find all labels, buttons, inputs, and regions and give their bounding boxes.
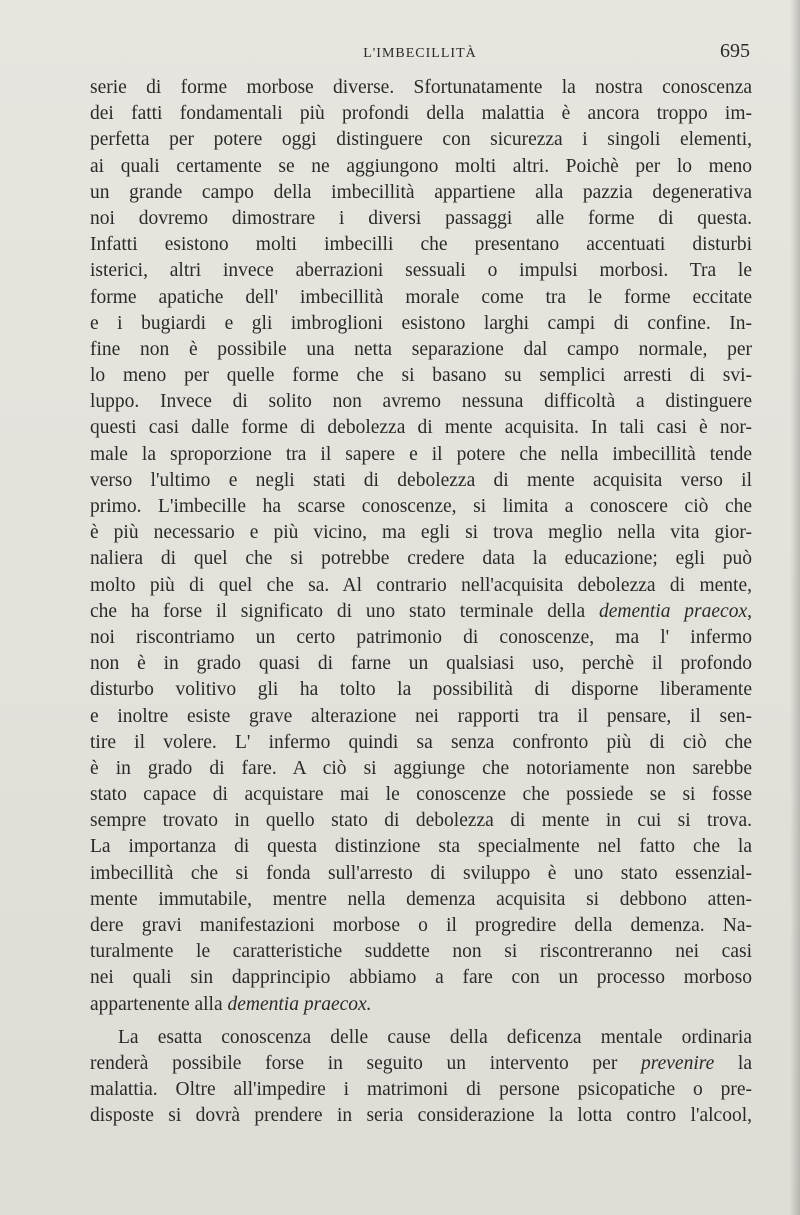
text-segment: noi riscontriamo un certo patrimonio di conoscenze, ma l' infermo xyxy=(90,626,752,648)
running-head: L'IMBECILLITÀ xyxy=(363,46,477,61)
text-segment: Infatti esistono molti imbecilli che presentano accentuati disturbi xyxy=(90,234,752,256)
page-edge-shadow xyxy=(790,0,800,1215)
text-segment: luppo. Invece di solito non avremo nessuna difficoltà a distinguere xyxy=(90,391,752,413)
text-segment: che ha forse il significato di uno stato terminale della xyxy=(90,600,599,622)
text-segment: un grande campo della imbecillità appartiene alla pazzia degenerativa xyxy=(90,181,752,203)
text-segment: fine non è possibile una netta separazione dal campo normale, per xyxy=(90,338,752,360)
text-line xyxy=(90,704,752,730)
text-line xyxy=(90,1025,752,1051)
text-line xyxy=(90,389,752,415)
text-segment: isterici, altri invece aberrazioni sessuali o impulsi morbosi. Tra le xyxy=(90,260,752,282)
text-segment: non è in grado quasi di farne un qualsiasi uso, perchè il profondo xyxy=(90,653,752,675)
text-segment: La importanza di questa distinzione sta specialmente nel fatto che la xyxy=(90,836,752,858)
text-segment: imbecillità che si fonda sull'arresto di sviluppo è uno stato essenzial- xyxy=(90,862,752,884)
text-line xyxy=(90,1051,752,1077)
text-line xyxy=(90,913,752,939)
text-segment: turalmente le caratteristiche suddette non si riscontreranno nei casi xyxy=(90,941,752,963)
text-line xyxy=(90,154,752,180)
text-line xyxy=(90,520,752,546)
text-line xyxy=(90,127,752,153)
italic-text: dementia praecox, xyxy=(598,600,752,622)
italic-text: prevenire xyxy=(640,1052,715,1074)
text-line xyxy=(90,75,752,101)
text-segment: la xyxy=(714,1052,752,1074)
text-line xyxy=(90,651,752,677)
text-segment: ai quali certamente se ne aggiungono molti altri. Poichè per lo meno xyxy=(90,155,752,177)
text-segment: disposte si dovrà prendere in seria considerazione la lotta contro l'alcool, xyxy=(90,1105,752,1127)
page-number: 695 xyxy=(720,40,750,62)
text-line xyxy=(90,468,752,494)
text-segment: questi casi dalle forme di debolezza di mente acquisita. In tali casi è nor- xyxy=(90,417,752,439)
text-line xyxy=(90,337,752,363)
paragraph xyxy=(90,1025,752,1130)
text-segment: primo. L'imbecille ha scarse conoscenze, si limita a conoscere ciò che xyxy=(90,496,752,517)
text-line xyxy=(90,206,752,232)
text-segment: malattia. Oltre all'impedire i matrimoni di persone psicopatiche o pre- xyxy=(90,1079,752,1101)
text-line xyxy=(90,887,752,913)
text-line xyxy=(90,546,752,572)
text-line xyxy=(90,756,752,782)
text-line xyxy=(90,992,752,1018)
text-line xyxy=(90,415,752,441)
text-segment: lo meno per quelle forme che si basano su semplici arresti di svi- xyxy=(90,365,752,387)
text-line xyxy=(90,494,752,520)
text-line xyxy=(90,285,752,311)
text-line xyxy=(90,311,752,337)
text-segment: stato capace di acquistare mai le conoscenze che possiede se si fosse xyxy=(90,784,752,806)
text-segment: è in grado di fare. A ciò si aggiunge che notoriamente non sarebbe xyxy=(90,757,752,779)
text-line xyxy=(90,861,752,887)
text-line xyxy=(90,834,752,860)
text-line xyxy=(90,939,752,965)
italic-text: dementia praecox. xyxy=(227,993,372,1015)
text-line xyxy=(90,363,752,389)
text-segment: dere gravi manifestazioni morbose o il progredire della demenza. Na- xyxy=(90,915,752,936)
text-segment: appartenente alla xyxy=(90,993,228,1015)
text-line xyxy=(90,232,752,258)
body-text xyxy=(90,75,752,1130)
text-segment: e inoltre esiste grave alterazione nei rapporti tra il pensare, il sen- xyxy=(90,705,752,727)
page-header xyxy=(90,40,750,70)
text-line xyxy=(90,180,752,206)
text-line xyxy=(90,782,752,808)
text-segment: La esatta conoscenza delle cause della deficenza mentale ordinaria xyxy=(118,1026,752,1048)
text-segment: disturbo volitivo gli ha tolto la possibilità di disporne liberamente xyxy=(90,679,752,701)
text-line xyxy=(90,258,752,284)
text-line xyxy=(90,1103,752,1129)
text-line xyxy=(90,677,752,703)
text-segment: tire il volere. L' infermo quindi sa senza confronto più di ciò che xyxy=(90,731,752,753)
text-segment: noi dovremo dimostrare i diversi passaggi alle forme di questa. xyxy=(90,207,752,229)
text-segment: male la sproporzione tra il sapere e il potere che nella imbecillità tende xyxy=(90,443,752,465)
text-line xyxy=(90,965,752,991)
text-segment: perfetta per potere oggi distinguere con sicurezza i singoli elementi, xyxy=(90,129,752,151)
text-line xyxy=(90,442,752,468)
text-segment: dei fatti fondamentali più profondi della malattia è ancora troppo im- xyxy=(90,103,752,125)
text-segment: e i bugiardi e gli imbroglioni esistono larghi campi di confine. In- xyxy=(90,312,752,334)
text-segment: è più necessario e più vicino, ma egli si trova meglio nella vita gior- xyxy=(90,522,752,544)
text-line xyxy=(90,1077,752,1103)
text-segment: verso l'ultimo e negli stati di debolezza di mente acquisita verso il xyxy=(90,469,752,491)
text-segment: molto più di quel che sa. Al contrario nell'acquisita debolezza di mente, xyxy=(90,574,752,596)
text-line xyxy=(90,101,752,127)
text-segment: nei quali sin dapprincipio abbiamo a fare con un processo morboso xyxy=(90,967,752,989)
paragraph-gap xyxy=(90,1018,752,1025)
text-segment: renderà possibile forse in seguito un intervento per xyxy=(90,1052,641,1074)
text-line xyxy=(90,625,752,651)
text-line xyxy=(90,599,752,625)
paragraph xyxy=(90,75,752,1018)
text-line xyxy=(90,808,752,834)
text-segment: forme apatiche dell' imbecillità morale come tra le forme eccitate xyxy=(90,286,752,308)
text-segment: serie di forme morbose diverse. Sfortunatamente la nostra conoscenza xyxy=(90,77,752,98)
text-segment: naliera di quel che si potrebbe credere data la educazione; egli può xyxy=(90,548,752,570)
text-segment: sempre trovato in quello stato di debolezza di mente in cui si trova. xyxy=(90,810,752,832)
text-line xyxy=(90,730,752,756)
text-line xyxy=(90,573,752,599)
text-segment: mente immutabile, mentre nella demenza acquisita si debbono atten- xyxy=(90,888,752,910)
